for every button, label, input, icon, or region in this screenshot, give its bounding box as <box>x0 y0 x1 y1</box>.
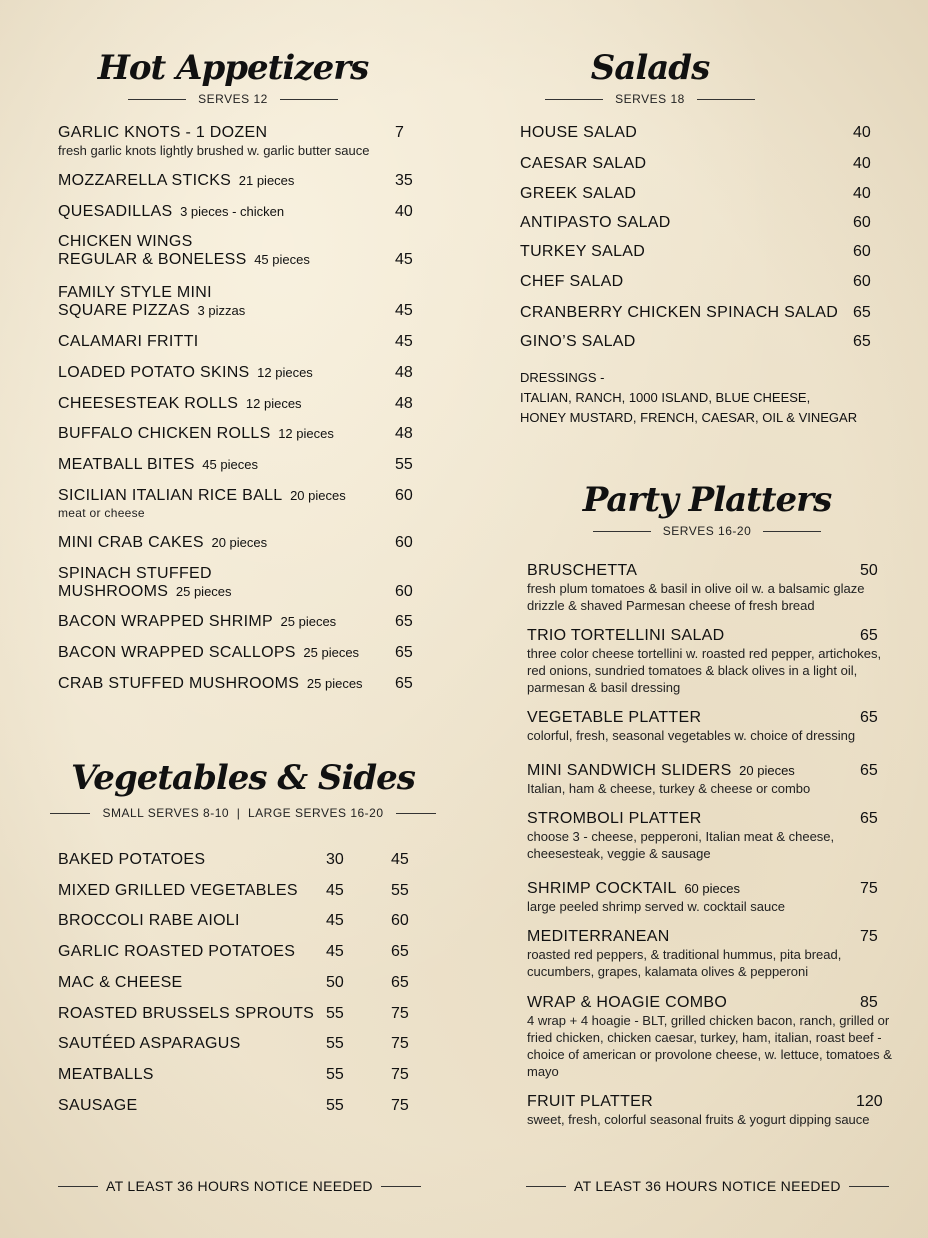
item-price-large: 55 <box>391 881 409 899</box>
item-line <box>58 487 418 505</box>
item-name: BACON WRAPPED SHRIMP <box>58 613 273 630</box>
item-name: MIXED GRILLED VEGETABLES <box>58 881 298 899</box>
item-price-small: 30 <box>326 851 344 868</box>
menu-item <box>58 1097 418 1115</box>
party-platters-serves: SERVES 16-20 <box>517 524 897 538</box>
item-price: 48 <box>395 425 413 442</box>
item-name: CRAB STUFFED MUSHROOMS <box>58 675 300 692</box>
menu-item <box>527 928 897 980</box>
item-name-line-1: FAMILY STYLE MINI <box>58 284 212 301</box>
item-quantity: 20 pieces <box>207 535 268 550</box>
item-line <box>58 425 418 443</box>
item-line <box>527 562 897 580</box>
item-description: large peeled shrimp served w. cocktail sauce <box>527 899 785 914</box>
item-line <box>58 203 418 221</box>
item-name: VEGETABLE PLATTER <box>527 709 702 726</box>
party-platters-section <box>527 480 897 538</box>
menu-item <box>527 994 897 1080</box>
item-price: 120 <box>856 1093 883 1110</box>
menu-item <box>58 1005 418 1023</box>
menu-item <box>58 203 418 221</box>
menu-item <box>520 243 880 261</box>
item-price: 50 <box>860 562 878 579</box>
item-line <box>58 456 418 474</box>
menu-item <box>58 425 418 443</box>
hot-appetizers-serves: SERVES 12 <box>48 92 418 106</box>
item-price: 45 <box>395 251 413 268</box>
menu-item <box>58 284 418 320</box>
item-price-small: 55 <box>326 1004 344 1022</box>
menu-item <box>58 172 418 190</box>
item-name: BAKED POTATOES <box>58 851 206 868</box>
item-quantity: 60 pieces <box>680 881 740 896</box>
salads-section <box>520 48 890 106</box>
menu-item <box>520 273 880 291</box>
item-description: sweet, fresh, colorful seasonal fruits & yogurt dipping sauce <box>527 1112 870 1127</box>
item-quantity: 12 pieces <box>274 426 334 441</box>
item-quantity: 12 pieces <box>253 365 313 380</box>
item-price-large: 65 <box>391 943 409 961</box>
item-line <box>58 333 418 351</box>
item-name: SAUTÉED ASPARAGUS <box>58 1035 241 1053</box>
menu-item <box>58 943 418 961</box>
item-name: SHRIMP COCKTAIL <box>527 880 677 897</box>
item-name: QUESADILLAS <box>58 203 173 220</box>
item-price: 65 <box>860 709 878 726</box>
dressings-label: DRESSINGS - <box>520 370 605 385</box>
menu-item <box>58 333 418 351</box>
item-price: 60 <box>395 487 413 504</box>
item-price-small: 50 <box>326 973 344 991</box>
item-quantity: 3 pieces - chicken <box>176 204 285 219</box>
hot-appetizers-section <box>58 48 418 106</box>
item-name: MEATBALL BITES <box>58 456 195 473</box>
item-name: CAESAR SALAD <box>520 155 647 172</box>
item-name: CHEESESTEAK ROLLS <box>58 395 239 412</box>
salads-serves: SERVES 18 <box>410 92 890 106</box>
item-price-large: 75 <box>391 1096 409 1114</box>
item-name: STROMBOLI PLATTER <box>527 810 702 827</box>
item-name: SAUSAGE <box>58 1096 138 1114</box>
footer-notice-left: AT LEAST 36 HOURS NOTICE NEEDED <box>50 1178 429 1194</box>
item-price: 40 <box>853 124 871 141</box>
item-name: TRIO TORTELLINI SALAD <box>527 627 725 644</box>
item-line <box>527 762 897 780</box>
item-name: GARLIC KNOTS - 1 DOZEN <box>58 124 268 141</box>
item-price: 40 <box>395 203 413 220</box>
item-name: MUSHROOMS <box>58 583 169 600</box>
item-name: REGULAR & BONELESS <box>58 251 247 268</box>
item-price: 65 <box>860 627 878 644</box>
menu-item <box>58 912 418 930</box>
vegetables-sides-serves: SMALL SERVES 8-10 | LARGE SERVES 16-20 <box>38 806 448 820</box>
item-price-small: 45 <box>326 881 344 899</box>
menu-item <box>58 613 418 631</box>
item-line <box>58 613 418 631</box>
item-quantity: 25 pieces <box>303 676 363 691</box>
menu-item <box>527 880 897 915</box>
menu-item <box>58 364 418 382</box>
item-description: 4 wrap + 4 hoagie - BLT, grilled chicken bacon, ranch, grilled or fried chicken, chicken caesar, turkey, ham, italian, roast beef - choice of american or provolone cheese, w. lettuce, tomatoes & mayo <box>527 1013 892 1079</box>
item-price: 65 <box>853 333 871 350</box>
item-name: LOADED POTATO SKINS <box>58 364 250 381</box>
item-name: BACON WRAPPED SCALLOPS <box>58 644 296 661</box>
item-quantity: 20 pieces <box>286 488 346 503</box>
item-quantity: 45 pieces <box>250 252 310 267</box>
menu-item <box>58 974 418 992</box>
item-price: 40 <box>853 185 871 202</box>
item-name: GREEK SALAD <box>520 185 637 202</box>
menu-item <box>527 1093 897 1128</box>
item-quantity: 20 pieces <box>735 763 795 778</box>
item-price: 60 <box>853 243 871 260</box>
item-description: roasted red peppers, & traditional hummus, pita bread, cucumbers, grapes, kalamata olives & pepperoni <box>527 947 842 979</box>
vegetables-sides-title: Vegetables & Sides <box>71 758 415 798</box>
item-line <box>527 1093 897 1111</box>
item-line <box>58 395 418 413</box>
item-name: MOZZARELLA STICKS <box>58 172 232 189</box>
item-price-small: 45 <box>326 943 344 961</box>
item-price: 48 <box>395 395 413 412</box>
item-price-large: 75 <box>391 1035 409 1053</box>
menu-item <box>520 185 880 203</box>
item-price: 55 <box>395 456 413 473</box>
menu-item <box>58 233 418 269</box>
item-name: CALAMARI FRITTI <box>58 333 199 350</box>
item-line <box>527 928 897 946</box>
menu-item <box>58 1035 418 1053</box>
item-name: BRUSCHETTA <box>527 562 638 579</box>
item-name: MINI CRAB CAKES <box>58 534 204 551</box>
item-description: meat or cheese <box>58 506 145 520</box>
menu-item <box>58 395 418 413</box>
menu-item <box>58 882 418 900</box>
item-name: BROCCOLI RABE AIOLI <box>58 912 240 930</box>
item-name: MAC & CHEESE <box>58 973 183 991</box>
item-quantity: 3 pizzas <box>193 303 246 318</box>
menu-item <box>58 456 418 474</box>
item-price-large: 60 <box>391 912 409 930</box>
item-price: 85 <box>860 994 878 1011</box>
item-price-large: 65 <box>391 973 409 991</box>
item-price: 60 <box>395 534 413 551</box>
item-price-large: 45 <box>391 851 409 868</box>
item-price: 45 <box>395 333 413 350</box>
item-quantity: 25 pieces <box>299 645 360 660</box>
menu-item <box>527 562 897 614</box>
menu-item <box>58 1066 418 1084</box>
item-name: SICILIAN ITALIAN RICE BALL <box>58 487 283 504</box>
item-line <box>58 675 418 693</box>
menu-item <box>520 214 880 232</box>
item-price: 35 <box>395 172 413 189</box>
item-quantity: 25 pieces <box>276 614 337 629</box>
item-price: 60 <box>395 583 413 600</box>
item-description: fresh garlic knots lightly brushed w. garlic butter sauce <box>58 143 370 158</box>
menu-item <box>58 487 418 522</box>
item-price: 65 <box>395 644 413 661</box>
item-price: 65 <box>860 762 878 779</box>
item-line <box>527 810 897 828</box>
menu-item <box>527 709 897 744</box>
item-line <box>527 709 897 727</box>
menu-item <box>58 124 418 159</box>
menu-item <box>520 304 880 322</box>
item-price-small: 55 <box>326 1065 344 1083</box>
menu-item <box>527 810 897 862</box>
item-quantity: 21 pieces <box>235 173 295 188</box>
menu-item <box>527 627 897 696</box>
item-name-line-1: SPINACH STUFFED <box>58 565 212 582</box>
item-price: 7 <box>395 124 404 141</box>
item-price: 40 <box>853 155 871 172</box>
menu-item <box>58 644 418 662</box>
item-price: 65 <box>860 810 878 827</box>
item-price-small: 55 <box>326 1035 344 1053</box>
item-name: FRUIT PLATTER <box>527 1093 653 1110</box>
item-description: three color cheese tortellini w. roasted red pepper, artichokes, red onions, sundried tomatoes & black olives in a light oil, parmesan & basil dressing <box>527 646 882 695</box>
item-name: GARLIC ROASTED POTATOES <box>58 943 296 961</box>
item-price-small: 45 <box>326 912 344 930</box>
item-name: TURKEY SALAD <box>520 243 646 260</box>
item-price: 75 <box>860 928 878 945</box>
item-name: CHEF SALAD <box>520 273 624 290</box>
item-line <box>58 172 418 190</box>
item-line <box>527 880 897 898</box>
salads-title: Salads <box>590 48 710 88</box>
item-name: ANTIPASTO SALAD <box>520 214 671 231</box>
item-description: choose 3 - cheese, pepperoni, Italian meat & cheese, cheesesteak, veggie & sausage <box>527 829 835 861</box>
item-price: 65 <box>853 304 871 321</box>
footer-notice-right: AT LEAST 36 HOURS NOTICE NEEDED <box>518 1178 897 1194</box>
item-description: Italian, ham & cheese, turkey & cheese or combo <box>527 781 811 796</box>
item-price: 65 <box>395 675 413 692</box>
item-name: MEDITERRANEAN <box>527 928 670 945</box>
item-quantity: 25 pieces <box>172 584 232 599</box>
item-description: colorful, fresh, seasonal vegetables w. choice of dressing <box>527 728 856 743</box>
item-description: fresh plum tomatoes & basil in olive oil w. a balsamic glaze drizzle & shaved Parmesan cheese of fresh bread <box>527 581 865 613</box>
item-quantity: 45 pieces <box>198 457 258 472</box>
menu-item <box>58 675 418 693</box>
menu-item <box>520 333 880 351</box>
item-price: 45 <box>395 302 413 319</box>
item-price: 60 <box>853 214 871 231</box>
dressings-line-2: HONEY MUSTARD, FRENCH, CAESAR, OIL & VINEGAR <box>520 410 858 425</box>
menu-item <box>527 762 897 797</box>
menu-item <box>58 851 418 869</box>
item-quantity: 12 pieces <box>242 396 302 411</box>
item-line <box>58 251 418 269</box>
item-name: WRAP & HOAGIE COMBO <box>527 994 728 1011</box>
item-name: MINI SANDWICH SLIDERS <box>527 762 732 779</box>
item-name: SQUARE PIZZAS <box>58 302 190 319</box>
item-line <box>527 994 897 1012</box>
menu-item <box>520 155 880 173</box>
item-line <box>58 124 418 142</box>
item-price-large: 75 <box>391 1004 409 1022</box>
item-name: BUFFALO CHICKEN ROLLS <box>58 425 271 442</box>
item-price: 48 <box>395 364 413 381</box>
item-price: 75 <box>860 880 878 897</box>
item-line <box>58 583 418 601</box>
item-line <box>58 534 418 552</box>
item-price: 65 <box>395 613 413 630</box>
item-price: 60 <box>853 273 871 290</box>
item-name: GINO’S SALAD <box>520 333 636 350</box>
item-price-large: 75 <box>391 1065 409 1083</box>
menu-item <box>520 124 880 142</box>
dressings-block <box>520 368 900 428</box>
menu-item <box>58 534 418 552</box>
item-name: CRANBERRY CHICKEN SPINACH SALAD <box>520 304 839 321</box>
item-name: HOUSE SALAD <box>520 124 638 141</box>
item-line <box>527 627 897 645</box>
item-line <box>58 644 418 662</box>
item-name: MEATBALLS <box>58 1065 154 1083</box>
vegetables-sides-section <box>38 758 448 820</box>
hot-appetizers-title: Hot Appetizers <box>97 48 369 88</box>
item-name-line-1: CHICKEN WINGS <box>58 233 193 250</box>
dressings-line-1: ITALIAN, RANCH, 1000 ISLAND, BLUE CHEESE, <box>520 390 811 405</box>
item-name: ROASTED BRUSSELS SPROUTS <box>58 1004 315 1022</box>
item-line <box>58 364 418 382</box>
party-platters-title: Party Platters <box>582 480 832 520</box>
item-price-small: 55 <box>326 1096 344 1114</box>
item-line <box>58 302 418 320</box>
menu-item <box>58 565 418 601</box>
